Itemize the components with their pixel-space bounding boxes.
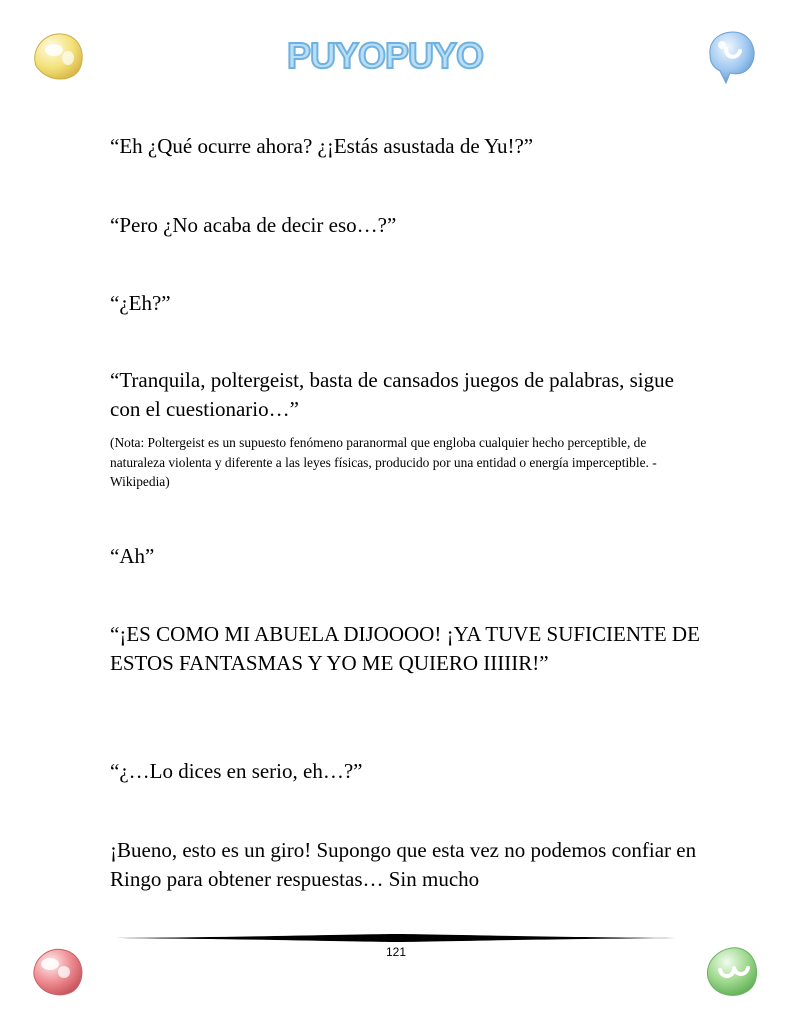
page-number: 121 (385, 945, 407, 959)
dialogue-line: “¿…Lo dices en serio, eh…?” (110, 759, 363, 783)
dialogue-line: “Ah” (110, 544, 155, 568)
puyopuyo-logo (286, 28, 484, 80)
logo-text: PUYOPUYO (286, 35, 484, 76)
blue-puyo-icon (700, 25, 760, 85)
dialogue-line: “Tranquila, poltergeist, basta de cansados juegos de palabras, sigue con el cuestionario…” (110, 368, 674, 421)
dialogue-line: “Pero ¿No acaba de decir eso…?” (110, 213, 397, 237)
footnote: (Nota: Poltergeist es un supuesto fenómeno paranormal que engloba cualquier hecho perceptible, de naturaleza violenta y diferente a las leyes físicas, producido por una entidad o energía imperceptible. -Wikipedia) (110, 435, 657, 489)
footer-divider (116, 934, 676, 942)
dialogue-line: “¿Eh?” (110, 291, 171, 315)
dialogue-line: “Eh ¿Qué ocurre ahora? ¿¡Estás asustada de Yu!?” (110, 134, 534, 158)
yellow-puyo-icon (28, 28, 88, 88)
narration-paragraph: ¡Bueno, esto es un giro! Supongo que esta vez no podemos confiar en Ringo para obtener respuestas… Sin mucho (110, 838, 697, 891)
dialogue-line: “¡ES COMO MI ABUELA DIJOOOO! ¡YA TUVE SUFICIENTE DE ESTOS FANTASMAS Y YO ME QUIERO IIIIIR!” (110, 622, 700, 675)
